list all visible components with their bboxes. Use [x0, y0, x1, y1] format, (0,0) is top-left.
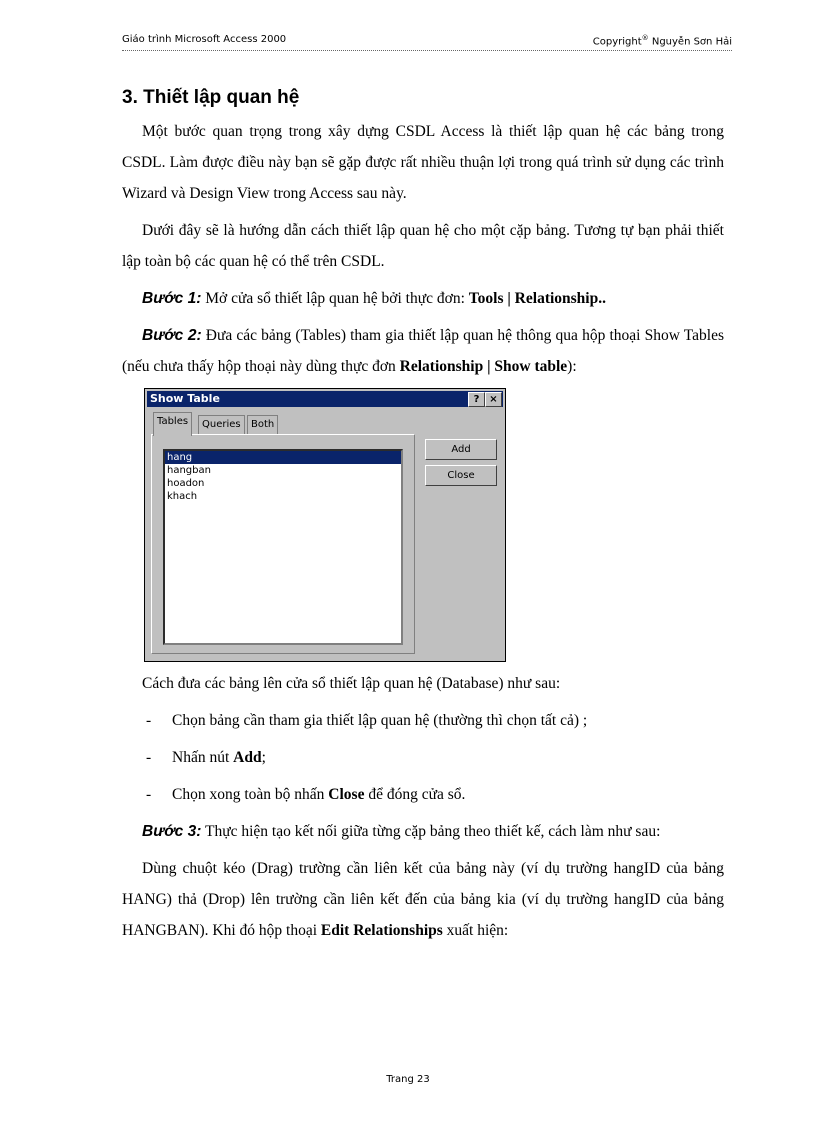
list-item: - Nhấn nút Add;: [122, 742, 724, 773]
dialog-title: Show Table: [150, 392, 220, 405]
close-icon[interactable]: ×: [485, 392, 502, 407]
list-item[interactable]: khach: [167, 491, 198, 502]
list-item[interactable]: hoadon: [167, 478, 205, 489]
step-2-menu: Relationship | Show table: [399, 358, 568, 375]
drag-paragraph: Dùng chuột kéo (Drag) trường cần liên kết của bảng này (ví dụ trường hangID của bảng HANG) thả (Drop) lên trường cần liên kết đến của bảng kia (ví dụ trường hangID của bảng HANGBAN). Khi đó hộp thoại Edit Relationships xuất hiện:: [122, 860, 724, 939]
help-icon[interactable]: ?: [468, 392, 485, 407]
page-content: [122, 84, 724, 952]
list-item: - Chọn bảng cần tham gia thiết lập quan hệ (thường thì chọn tất cả) ;: [122, 705, 724, 736]
list-item[interactable]: hangban: [167, 465, 211, 476]
list-item[interactable]: hang: [165, 451, 401, 464]
tab-queries[interactable]: Queries: [198, 415, 245, 435]
step-3-label: Bước 3:: [142, 823, 202, 840]
tab-tables[interactable]: Tables: [153, 412, 192, 436]
show-table-screenshot: [144, 388, 506, 662]
close-button[interactable]: Close: [425, 465, 497, 486]
header-title: Giáo trình Microsoft Access 2000: [122, 34, 287, 45]
intro-paragraph-2: Dưới đây sẽ là hướng dẫn cách thiết lập quan hệ cho một cặp bảng. Tương tự bạn phải thiết lập toàn bộ các quan hệ có thể trên CSDL.: [122, 222, 724, 270]
section-title: 3. Thiết lập quan hệ: [122, 87, 300, 108]
howto-list: [122, 705, 724, 810]
tab-both[interactable]: Both: [247, 415, 278, 435]
step-1: Bước 1: Mở cửa sổ thiết lập quan hệ bởi thực đơn: Tools | Relationship..: [142, 290, 606, 307]
step-2: Bước 2: Đưa các bảng (Tables) tham gia thiết lập quan hệ thông qua hộp thoại Show Tables (nếu chưa thấy hộp thoại này dùng thực đơn Relationship | Show table):: [122, 327, 724, 375]
show-table-dialog: [144, 388, 506, 662]
step-2-label: Bước 2:: [142, 327, 202, 344]
dialog-title-bar: [147, 391, 503, 407]
add-button[interactable]: Add: [425, 439, 497, 460]
step-1-label: Bước 1:: [142, 290, 202, 307]
tables-listbox[interactable]: [163, 449, 403, 645]
list-item: - Chọn xong toàn bộ nhấn Close để đóng cửa sổ.: [122, 779, 724, 810]
howto-intro: Cách đưa các bảng lên cửa sổ thiết lập quan hệ (Database) như sau:: [142, 675, 561, 692]
step-3: Bước 3: Thực hiện tạo kết nối giữa từng cặp bảng theo thiết kế, cách làm như sau:: [142, 823, 661, 840]
step-1-menu: Tools | Relationship..: [468, 290, 606, 307]
intro-paragraph-1: Một bước quan trọng trong xây dựng CSDL Access là thiết lập quan hệ các bảng trong CSDL. Làm được điều này bạn sẽ gặp được rất nhiều thuận lợi trong quá trình sử dụng các trình Wizard và Design View trong Access sau này.: [122, 123, 724, 202]
page-header: [122, 34, 732, 51]
header-copyright: Copyright® Nguyễn Sơn Hải: [592, 34, 732, 48]
page-number: Trang 23: [386, 1074, 430, 1085]
